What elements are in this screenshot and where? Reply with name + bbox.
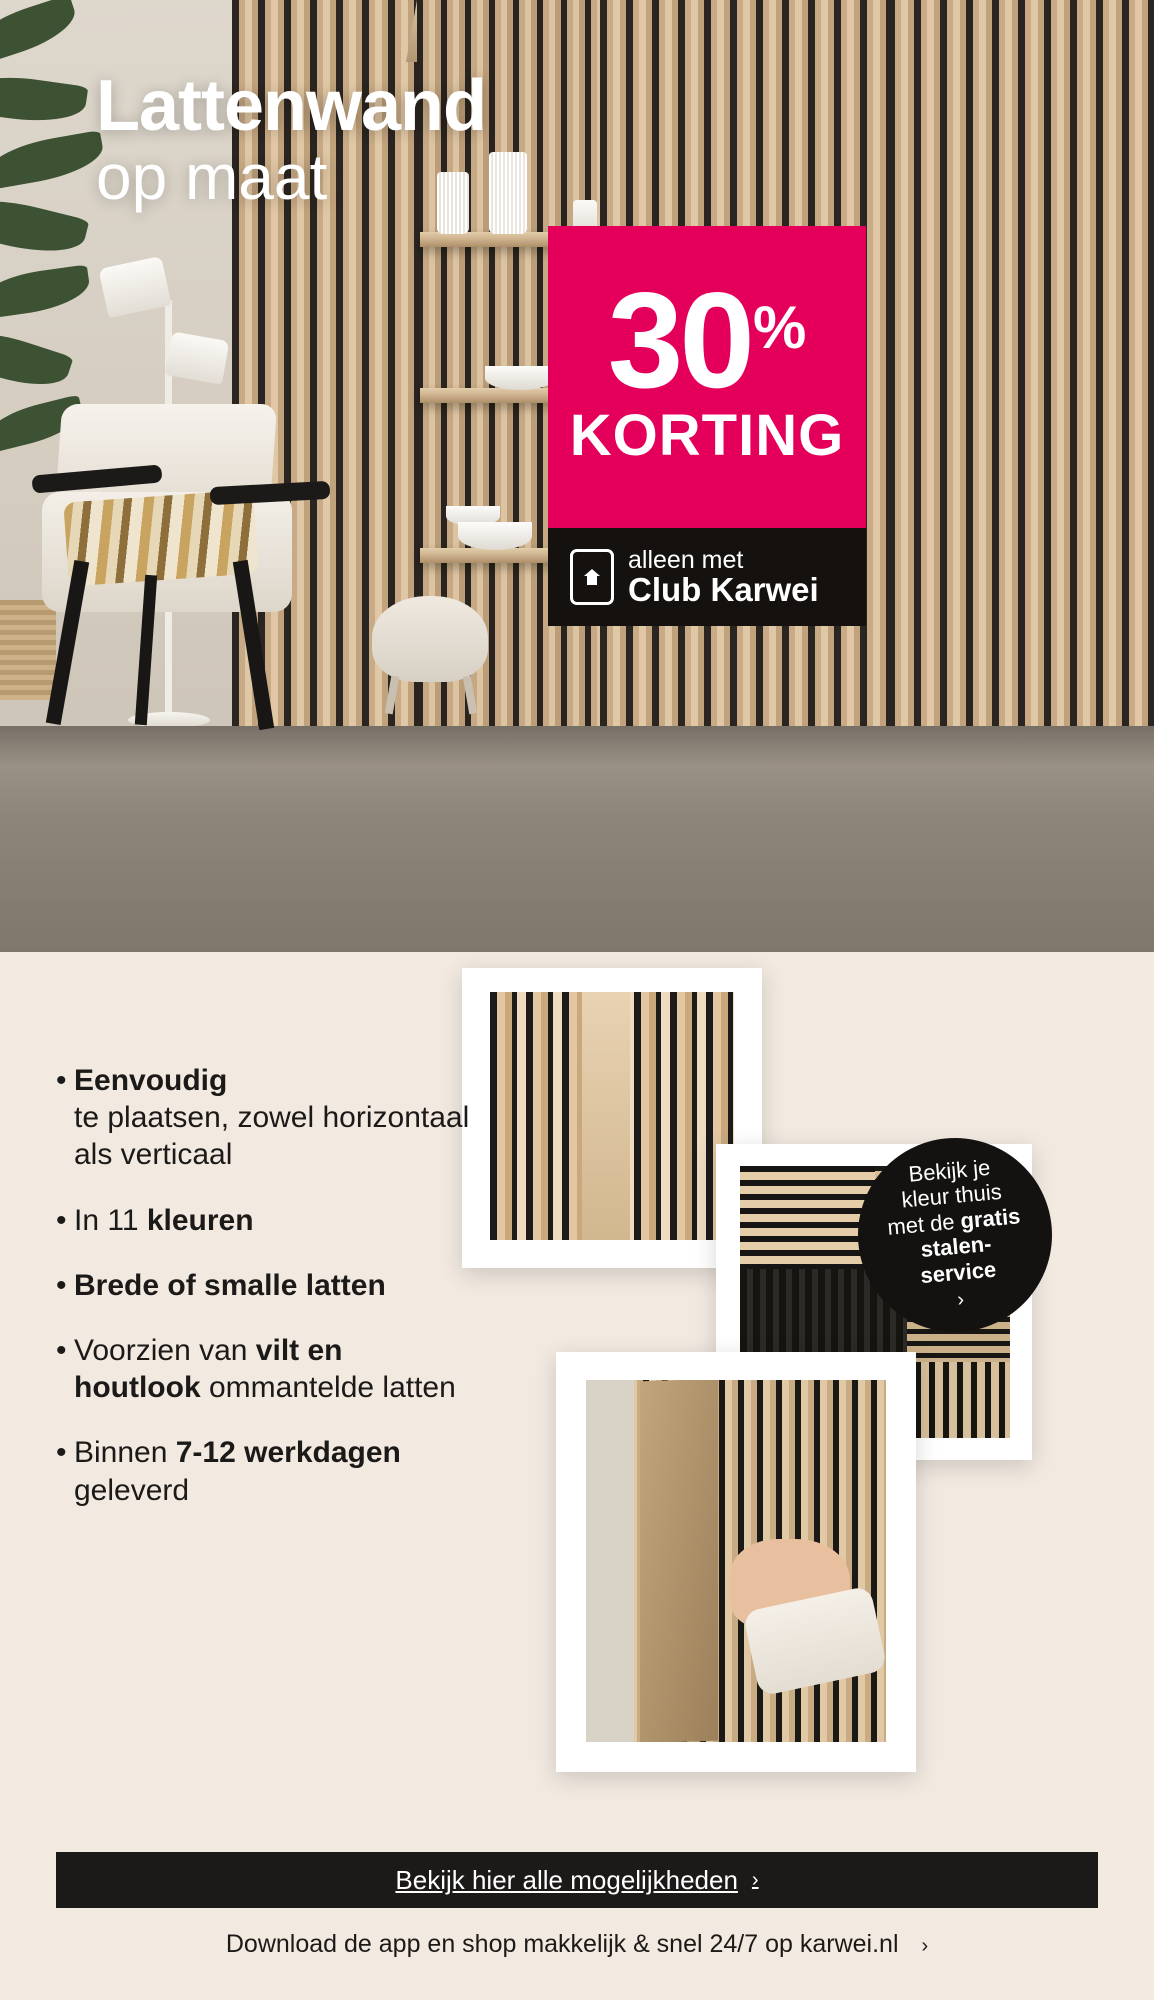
bowl-decor — [458, 522, 532, 550]
pouf — [372, 596, 488, 682]
sticker-line-2: kleur thuis — [900, 1178, 1003, 1213]
sticker-line-3: met de gratis — [886, 1202, 1022, 1240]
feature-list — [56, 1062, 476, 1537]
list-item — [56, 1202, 476, 1239]
feature-text: In 11 kleuren — [74, 1203, 254, 1237]
list-item — [56, 1332, 476, 1406]
list-item — [56, 1062, 476, 1174]
feature-text: Brede of smalle latten — [74, 1268, 386, 1302]
chevron-right-icon: › — [921, 1935, 929, 1957]
slat-board — [640, 1380, 718, 1742]
bullet-dot: • — [56, 1268, 67, 1302]
chevron-right-icon: › — [956, 1288, 965, 1312]
club-karwei-banner — [548, 528, 866, 626]
bowl-decor — [485, 366, 555, 390]
installation-image — [586, 1380, 886, 1742]
wood-plank — [582, 992, 630, 1240]
view-all-options-button[interactable] — [56, 1852, 1098, 1908]
sticker-line-1: Bekijk je — [907, 1154, 992, 1187]
floor-shadow — [0, 726, 1154, 766]
discount-word: KORTING — [569, 403, 845, 469]
discount-badge — [548, 226, 866, 528]
slat-sample-image — [490, 992, 734, 1240]
basket-decor — [0, 600, 56, 700]
variant-swatch — [740, 1166, 875, 1269]
discount-percentage — [607, 263, 807, 416]
hero-section — [0, 0, 1154, 952]
page-title — [96, 66, 487, 214]
feature-text: Eenvoudig te plaatsen, zowel horizontaal als verticaal — [74, 1064, 470, 1172]
footer-section — [0, 1852, 1154, 2000]
bullet-dot: • — [56, 1333, 67, 1367]
discount-number: 30 — [607, 263, 751, 416]
chevron-right-icon: › — [751, 1868, 759, 1891]
sticker-line-5: service — [919, 1256, 998, 1288]
phone-house-icon — [570, 549, 614, 605]
percent-symbol: % — [752, 293, 807, 361]
cta-label: Bekijk hier alle mogelijkheden — [395, 1864, 738, 1895]
feature-text: Binnen 7-12 werkdagen geleverd — [74, 1436, 401, 1507]
title-line-2: op maat — [96, 141, 328, 214]
list-item — [56, 1434, 476, 1508]
content-section — [0, 952, 1154, 1852]
sticker-line-4: stalen- — [919, 1231, 993, 1263]
app-link-text: Download de app en shop makkelijk & snel 24/7 op karwei.nl — [225, 1930, 899, 1958]
product-photo-card — [556, 1352, 916, 1772]
bullet-dot: • — [56, 1203, 67, 1237]
bullet-dot: • — [56, 1436, 67, 1470]
club-line-1: alleen met — [628, 545, 744, 574]
title-line-1: Lattenwand — [96, 66, 487, 146]
bullet-dot: • — [56, 1064, 67, 1097]
vase-decor — [489, 152, 527, 234]
list-item — [56, 1267, 476, 1304]
club-line-2: Club Karwei — [628, 570, 819, 608]
feature-text: Voorzien van vilt en houtlook ommantelde latten — [74, 1333, 456, 1405]
club-karwei-text — [628, 547, 819, 608]
app-download-link[interactable] — [0, 1930, 1154, 1959]
